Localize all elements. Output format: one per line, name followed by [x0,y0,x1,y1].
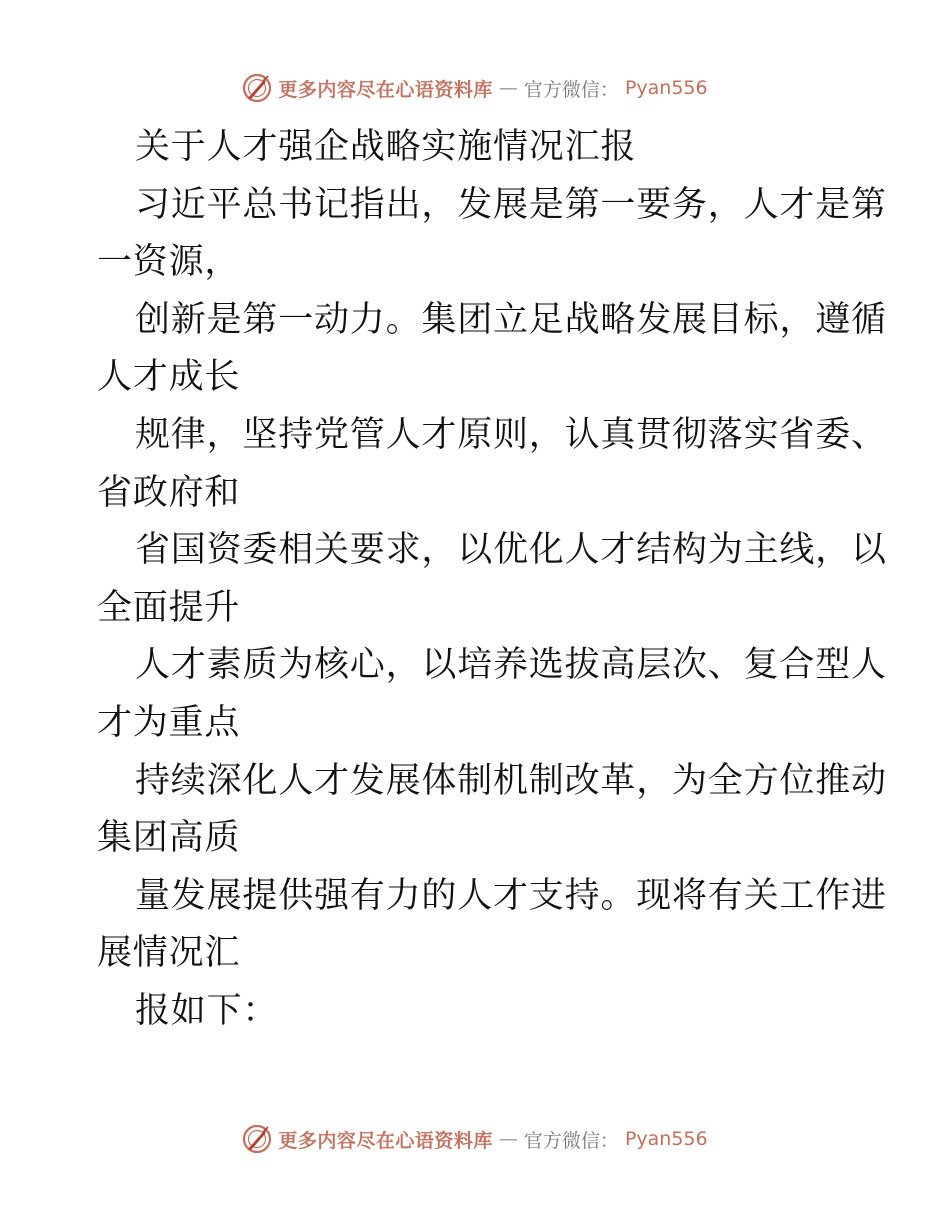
watermark-label: 官方微信： [523,1129,619,1152]
watermark-dash: — [498,77,518,99]
paragraph-line: 一资源， [97,242,241,283]
paragraph-line: 省政府和 [97,472,241,513]
document-body [97,119,887,1041]
watermark-main-text: 更多内容尽在心语资料库 [278,1129,493,1152]
paragraph-line: 创新是第一动力。集团立足战略发展目标，遵循 [135,299,887,340]
watermark-main-text: 更多内容尽在心语资料库 [278,78,493,101]
paragraph-line: 报如下： [135,990,279,1031]
watermark-footer [0,1124,950,1154]
paragraph-line: 人才成长 [97,357,241,398]
paragraph-line: 人才素质为核心，以培养选拔高层次、复合型人 [135,645,887,686]
document-title: 关于人才强企战略实施情况汇报 [135,127,637,167]
quill-logo-icon [242,73,272,103]
watermark-dash: — [498,1128,518,1150]
paragraph-line: 习近平总书记指出，发展是第一要务，人才是第 [135,184,887,225]
watermark-label: 官方微信： [523,78,619,101]
quill-logo-icon [242,1124,272,1154]
paragraph-line: 才为重点 [97,702,241,743]
paragraph-line: 持续深化人才发展体制机制改革，为全方位推动 [135,760,887,801]
paragraph-line: 全面提升 [97,587,241,628]
watermark-id: Pyan556 [624,77,708,99]
paragraph-line: 量发展提供强有力的人才支持。现将有关工作进 [135,875,887,916]
paragraph-line: 规律，坚持党管人才原则，认真贯彻落实省委、 [135,414,887,455]
paragraph-line: 展情况汇 [97,933,241,974]
paragraph-line: 省国资委相关要求，以优化人才结构为主线，以 [135,530,887,571]
watermark-header [0,73,950,103]
watermark-id: Pyan556 [624,1128,708,1150]
paragraph-line: 集团高质 [97,818,241,859]
